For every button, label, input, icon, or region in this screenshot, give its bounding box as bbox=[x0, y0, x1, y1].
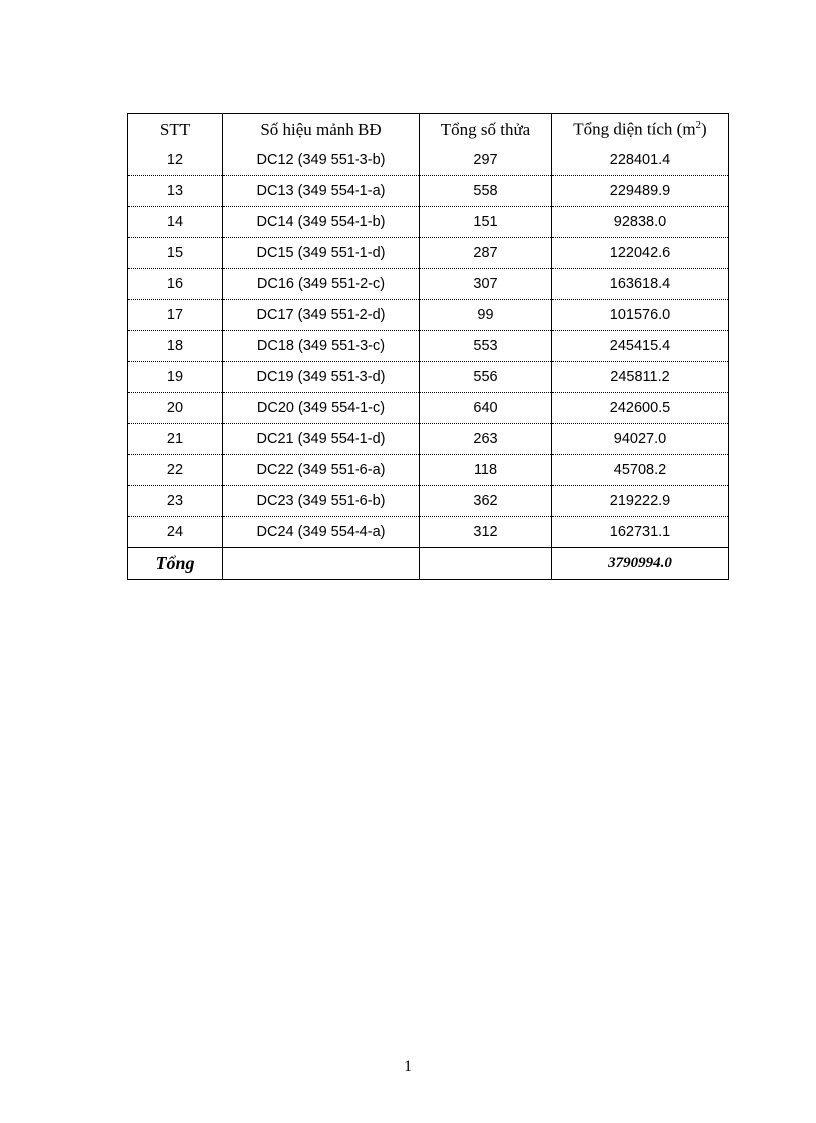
table-row bbox=[128, 300, 729, 331]
cell-stt: 14 bbox=[128, 207, 223, 238]
cell-area: 94027.0 bbox=[552, 424, 729, 455]
header-area-close: ) bbox=[701, 119, 707, 139]
cell-parcel-count: 99 bbox=[420, 300, 552, 331]
total-map-sheet-empty bbox=[223, 548, 420, 580]
cell-parcel-count: 362 bbox=[420, 486, 552, 517]
page-number: 1 bbox=[404, 1058, 412, 1075]
table-row bbox=[128, 176, 729, 207]
cell-parcel-count: 558 bbox=[420, 176, 552, 207]
header-stt: STT bbox=[128, 114, 223, 146]
header-parcel-count: Tổng số thửa bbox=[420, 114, 552, 146]
cell-parcel-count: 640 bbox=[420, 393, 552, 424]
table-row bbox=[128, 424, 729, 455]
header-area-text: Tổng diện tích (m bbox=[573, 119, 696, 139]
cell-area: 101576.0 bbox=[552, 300, 729, 331]
table-row bbox=[128, 362, 729, 393]
cell-map-sheet: DC23 (349 551-6-b) bbox=[223, 486, 420, 517]
table-row bbox=[128, 269, 729, 300]
cell-map-sheet: DC22 (349 551-6-a) bbox=[223, 455, 420, 486]
cell-parcel-count: 263 bbox=[420, 424, 552, 455]
cell-parcel-count: 307 bbox=[420, 269, 552, 300]
cell-parcel-count: 151 bbox=[420, 207, 552, 238]
cell-area: 245811.2 bbox=[552, 362, 729, 393]
cell-parcel-count: 553 bbox=[420, 331, 552, 362]
cell-stt: 17 bbox=[128, 300, 223, 331]
table-row bbox=[128, 455, 729, 486]
cell-map-sheet: DC18 (349 551-3-c) bbox=[223, 331, 420, 362]
cell-map-sheet: DC14 (349 554-1-b) bbox=[223, 207, 420, 238]
cell-map-sheet: DC12 (349 551-3-b) bbox=[223, 145, 420, 176]
header-area bbox=[552, 114, 729, 146]
cell-stt: 24 bbox=[128, 517, 223, 548]
cell-stt: 22 bbox=[128, 455, 223, 486]
table-row bbox=[128, 207, 729, 238]
table-row bbox=[128, 486, 729, 517]
cell-parcel-count: 312 bbox=[420, 517, 552, 548]
cell-stt: 21 bbox=[128, 424, 223, 455]
cell-area: 122042.6 bbox=[552, 238, 729, 269]
cell-parcel-count: 118 bbox=[420, 455, 552, 486]
table-row bbox=[128, 145, 729, 176]
cell-stt: 12 bbox=[128, 145, 223, 176]
cell-stt: 15 bbox=[128, 238, 223, 269]
cell-area: 242600.5 bbox=[552, 393, 729, 424]
table-row bbox=[128, 393, 729, 424]
cell-parcel-count: 287 bbox=[420, 238, 552, 269]
cell-map-sheet: DC24 (349 554-4-a) bbox=[223, 517, 420, 548]
cell-area: 162731.1 bbox=[552, 517, 729, 548]
cell-map-sheet: DC16 (349 551-2-c) bbox=[223, 269, 420, 300]
header-row bbox=[128, 114, 729, 146]
cell-stt: 18 bbox=[128, 331, 223, 362]
table-row bbox=[128, 238, 729, 269]
cell-area: 245415.4 bbox=[552, 331, 729, 362]
cell-area: 219222.9 bbox=[552, 486, 729, 517]
cell-stt: 16 bbox=[128, 269, 223, 300]
total-area: 3790994.0 bbox=[552, 548, 729, 580]
cell-parcel-count: 297 bbox=[420, 145, 552, 176]
cell-map-sheet: DC20 (349 554-1-c) bbox=[223, 393, 420, 424]
table-row bbox=[128, 331, 729, 362]
cell-area: 92838.0 bbox=[552, 207, 729, 238]
cell-map-sheet: DC19 (349 551-3-d) bbox=[223, 362, 420, 393]
cell-stt: 23 bbox=[128, 486, 223, 517]
cell-map-sheet: DC13 (349 554-1-a) bbox=[223, 176, 420, 207]
cell-parcel-count: 556 bbox=[420, 362, 552, 393]
header-map-sheet: Số hiệu mảnh BĐ bbox=[223, 114, 420, 146]
header-area-sup: 2 bbox=[695, 119, 702, 132]
total-parcel-count-empty bbox=[420, 548, 552, 580]
cell-area: 228401.4 bbox=[552, 145, 729, 176]
table-row bbox=[128, 517, 729, 548]
cell-stt: 19 bbox=[128, 362, 223, 393]
cell-area: 45708.2 bbox=[552, 455, 729, 486]
cell-map-sheet: DC21 (349 554-1-d) bbox=[223, 424, 420, 455]
total-label: Tổng bbox=[128, 548, 223, 580]
cell-stt: 20 bbox=[128, 393, 223, 424]
cell-area: 163618.4 bbox=[552, 269, 729, 300]
cell-map-sheet: DC15 (349 551-1-d) bbox=[223, 238, 420, 269]
cell-stt: 13 bbox=[128, 176, 223, 207]
total-row bbox=[128, 548, 729, 580]
cell-area: 229489.9 bbox=[552, 176, 729, 207]
map-sheet-table bbox=[127, 113, 729, 580]
cell-map-sheet: DC17 (349 551-2-d) bbox=[223, 300, 420, 331]
